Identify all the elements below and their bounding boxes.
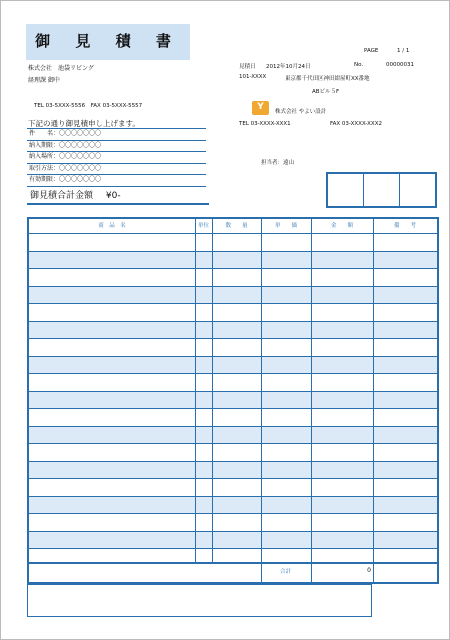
date-value: 2012年10月24日 [266, 64, 311, 70]
table-row [29, 339, 437, 357]
document-title: 御 見 積 書 [35, 32, 181, 50]
column-divider [311, 219, 312, 582]
column-divider [261, 219, 262, 582]
table-row [29, 514, 437, 532]
table-row [29, 409, 437, 427]
header-product: 商 品 名 [98, 223, 126, 229]
supplier-tel: TEL 03-XXXX-XXX1 [239, 121, 291, 127]
table-header [29, 219, 437, 234]
logo-letter: Y [257, 102, 264, 112]
header-unit: 単位 [197, 223, 209, 229]
table-row [29, 479, 437, 497]
supplier-fax: FAX 03-XXXX-XXX2 [330, 121, 382, 127]
person-in-charge: 担当者：遠山 [261, 160, 295, 166]
stamp-box [364, 174, 400, 206]
info-row: 納入期限：〇〇〇〇〇〇〇 [27, 141, 206, 153]
stamp-box [400, 174, 435, 206]
supplier-building: ABビル５F [312, 89, 340, 95]
table-row [29, 234, 437, 252]
sum-value: 0 [367, 567, 371, 574]
header-quantity: 数 量 [225, 223, 248, 229]
table-row [29, 374, 437, 392]
table-row [29, 497, 437, 515]
table-row [29, 427, 437, 445]
table-row [29, 252, 437, 270]
number-value: 00000031 [386, 62, 414, 68]
page-label: PAGE [364, 48, 379, 54]
table-row [29, 392, 437, 410]
info-row: 有効期限：〇〇〇〇〇〇〇 [27, 175, 206, 187]
sum-label: 合計 [280, 569, 292, 575]
total-value: ¥0- [105, 191, 121, 201]
total-amount-row [27, 189, 209, 205]
info-row: 納入場所：〇〇〇〇〇〇〇 [27, 152, 206, 164]
column-divider [212, 219, 213, 562]
number-label: No. [354, 62, 364, 68]
stamp-box [328, 174, 364, 206]
table-row [29, 462, 437, 480]
estimate-info-table [27, 128, 206, 187]
customer-phone: TEL 03-5XXX-5556 FAX 03-5XXX-5557 [34, 103, 143, 109]
intro-message: 下記の通り御見積申し上げます。 [28, 119, 140, 128]
date-label: 見積日 [239, 64, 256, 70]
table-row [29, 287, 437, 305]
table-row [29, 444, 437, 462]
column-divider [195, 219, 196, 562]
line-items-table [27, 217, 439, 584]
table-row [29, 357, 437, 375]
info-row: 取引方法：〇〇〇〇〇〇〇 [27, 164, 206, 176]
table-footer [29, 562, 437, 584]
info-row: 件 名：〇〇〇〇〇〇〇 [27, 129, 206, 141]
table-body [29, 234, 437, 549]
table-row [29, 304, 437, 322]
header-unit-price: 単 価 [274, 223, 297, 229]
column-divider [373, 219, 374, 582]
header-amount: 金 額 [330, 223, 353, 229]
supplier-company: 株式会社 やよい設計 [275, 109, 327, 115]
customer-dept: 経理課 御中 [28, 77, 60, 84]
approval-stamp-boxes [326, 172, 437, 208]
page-number: 1 / 1 [397, 48, 410, 54]
supplier-postal: 101-XXXX [239, 74, 267, 80]
remarks-box [27, 584, 372, 617]
total-label: 御見積合計金額 [30, 191, 94, 201]
table-row [29, 532, 437, 550]
customer-company: 株式会社 池袋リビング [28, 65, 94, 72]
supplier-address: 東京都千代田区神田紺屋町XX番地 [285, 76, 370, 82]
header-note: 備 考 [393, 223, 416, 229]
table-row [29, 269, 437, 287]
table-row [29, 322, 437, 340]
